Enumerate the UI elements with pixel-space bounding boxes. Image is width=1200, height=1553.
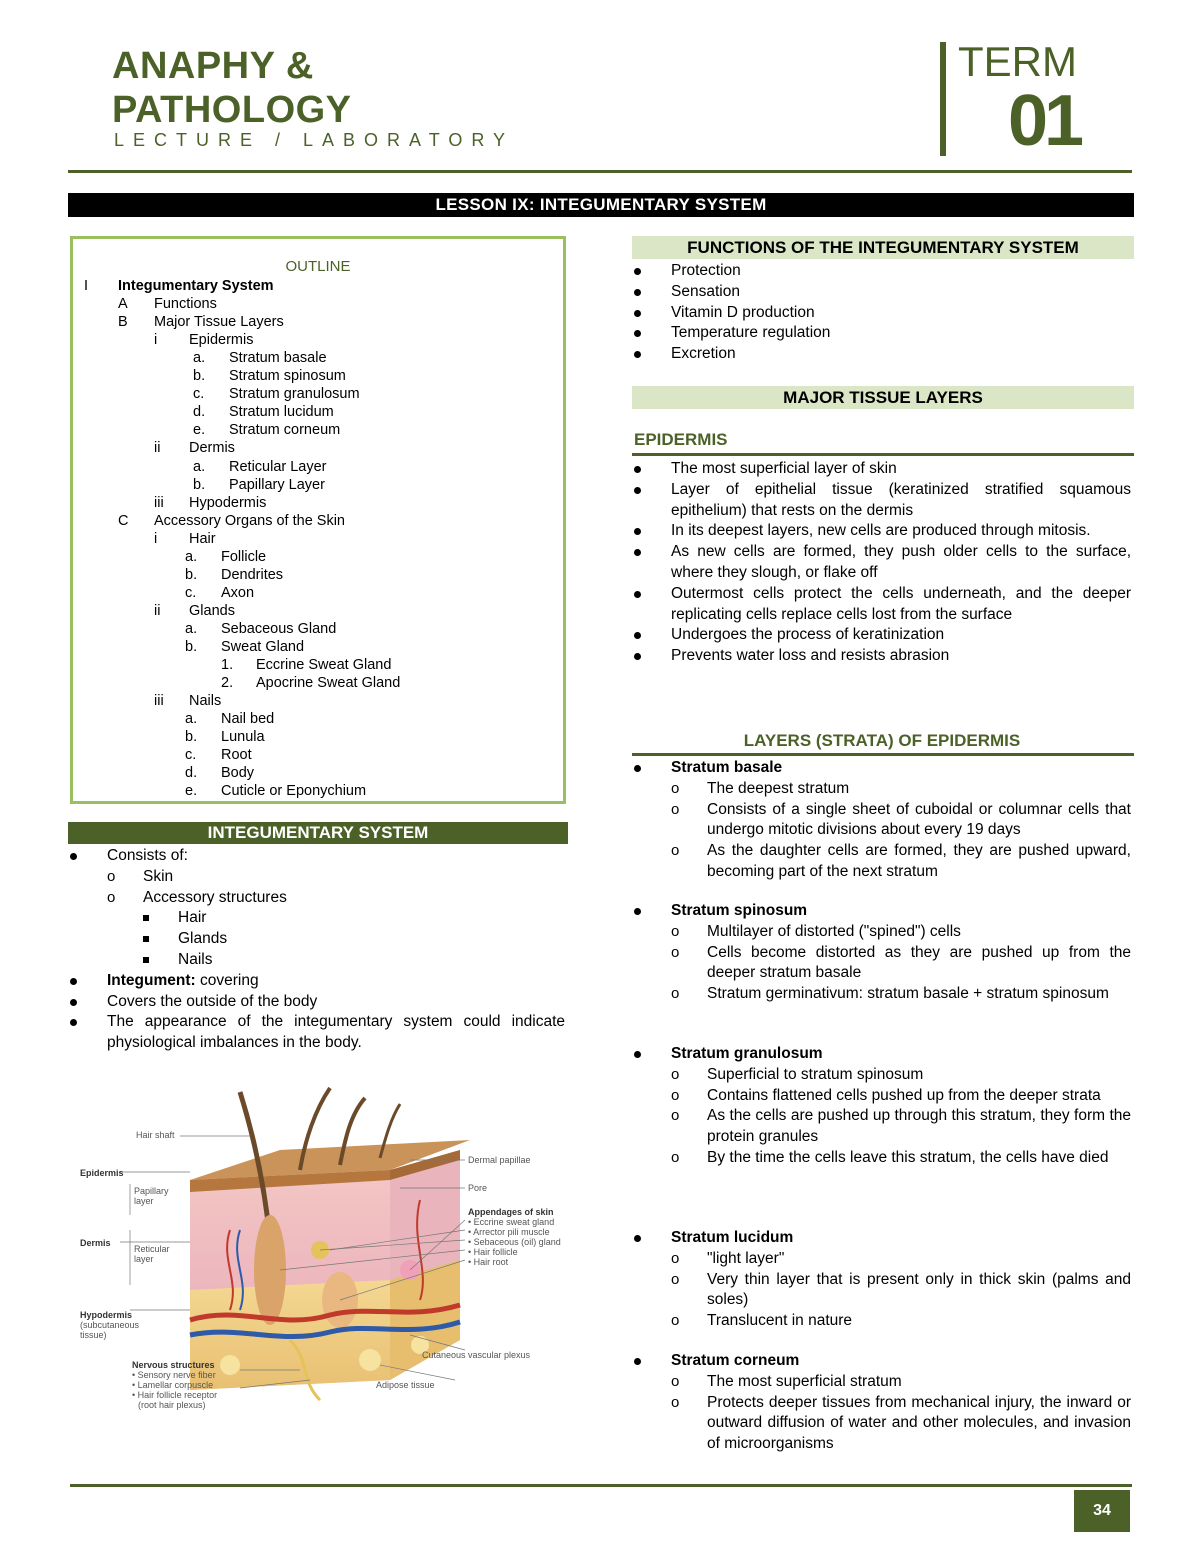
bullet	[634, 310, 641, 317]
bullet	[634, 908, 641, 915]
list-item: Vitamin D production	[634, 303, 1131, 324]
bullet	[634, 632, 641, 639]
outline-item: Sebaceous Gland	[221, 620, 337, 637]
bullet-circle: o	[671, 800, 680, 818]
outline-item-number: c.	[185, 584, 197, 601]
lesson-title: LESSON IX: INTEGUMENTARY SYSTEM	[68, 193, 1134, 217]
outline-item: Reticular Layer	[229, 458, 327, 475]
outline-item-number: b.	[185, 639, 198, 655]
outline-item: Accessory Organs of the Skin	[154, 512, 345, 529]
bullet	[70, 999, 77, 1006]
list-item: o Translucent in nature	[634, 1311, 1131, 1332]
list-item: o Superficial to stratum spinosum	[634, 1065, 1131, 1086]
label-hypodermis: Hypodermis	[80, 1310, 133, 1320]
outline-item-number: e.	[185, 783, 198, 800]
term-divider	[940, 42, 946, 156]
brand-title-line2: PATHOLOGY	[112, 89, 352, 131]
outline-item-number: I	[84, 278, 89, 294]
bullet-circle: o	[671, 1270, 680, 1288]
strata-rule	[632, 753, 1134, 756]
bullet	[634, 289, 641, 296]
label-arrector: • Arrector pili muscle	[468, 1227, 550, 1237]
label-follicle-receptor: • Hair follicle receptor	[132, 1390, 218, 1400]
list-item: Outermost cells protect the cells underneath, and the deeper replicating cells replace cells lost from the surface	[634, 584, 1131, 626]
list-item: o "light layer"	[634, 1249, 1131, 1270]
bullet-square	[143, 915, 149, 921]
outline-item: Follicle	[221, 548, 267, 565]
outline-item: Integumentary System	[118, 278, 274, 294]
bullet-circle: o	[671, 1372, 680, 1390]
outline-item-number: ii	[154, 440, 161, 457]
label-reticular: Reticular	[134, 1244, 170, 1254]
list-item: Stratum lucidum	[634, 1228, 1131, 1249]
list-item: o Very thin layer that is present only in thick skin (palms and soles)	[671, 1270, 1131, 1309]
term-number: 01	[1008, 81, 1081, 161]
label-sensory: • Sensory nerve fiber	[132, 1370, 216, 1380]
label-hair-shaft: Hair shaft	[136, 1130, 175, 1140]
outline-item-number: i	[154, 530, 158, 547]
bullet-circle: o	[671, 1086, 680, 1104]
list-item: Stratum corneum	[634, 1351, 1131, 1372]
term-label: TERM	[958, 38, 1077, 85]
outline-item: Body	[221, 765, 255, 782]
outline-item: Papillary Layer	[229, 476, 325, 493]
outline-item: Stratum spinosum	[229, 368, 346, 385]
label-appendages: Appendages of skin	[468, 1207, 554, 1217]
label-sebaceous: • Sebaceous (oil) gland	[468, 1237, 561, 1247]
outline-item: Root	[221, 747, 252, 764]
outline-item: Stratum basale	[229, 350, 327, 367]
bullet-circle: o	[671, 1148, 680, 1166]
outline-item: Sweat Gland	[221, 639, 305, 655]
list-item: The appearance of the integumentary system could indicate physiological imbalances in the body.	[70, 1012, 565, 1054]
bullet	[634, 1235, 641, 1242]
outline-item-number: b.	[185, 729, 198, 746]
label-papillary: Papillary	[134, 1186, 169, 1196]
list-item: o The most superficial stratum	[634, 1372, 1131, 1393]
skin-diagram	[80, 1080, 570, 1420]
outline-item-number: B	[118, 314, 128, 331]
list-item: o The deepest stratum	[634, 779, 1131, 800]
outline-item: Lunula	[221, 729, 265, 746]
outline-item-number: iii	[154, 494, 164, 511]
outline-item: Eccrine Sweat Gland	[256, 657, 392, 674]
outline-item-number: b.	[185, 566, 198, 583]
bullet-circle: o	[671, 1312, 680, 1330]
stratum-lucidum-block	[634, 1228, 1131, 1332]
list-item: o By the time the cells leave this stratum, the cells have died	[634, 1148, 1131, 1169]
list-item: o Stratum germinativum: stratum basale + stratum spinosum	[634, 984, 1131, 1005]
bullet	[70, 978, 77, 985]
bullet	[634, 549, 641, 556]
bullet-square	[143, 936, 149, 942]
outline-item-number: a.	[193, 458, 206, 475]
header-rule	[68, 170, 1132, 173]
list-item: The most superficial layer of skin	[634, 459, 1131, 480]
bullet	[634, 653, 641, 660]
bullet	[634, 466, 641, 473]
list-item: Prevents water loss and resists abrasion	[634, 646, 1131, 667]
outline-item: Hypodermis	[189, 494, 267, 511]
list-item: Stratum basale	[634, 758, 1131, 779]
outline-item-number: C	[118, 512, 129, 529]
list-item: As new cells are formed, they push older cells to the surface, where they slough, or flake off	[634, 542, 1131, 584]
outline-item-number: A	[118, 296, 128, 313]
label-subcutaneous: (subcutaneous	[80, 1320, 140, 1330]
bullet	[634, 1358, 641, 1365]
list-item: Hair	[70, 908, 565, 929]
bullet-circle: o	[107, 867, 116, 885]
major-layers-heading: MAJOR TISSUE LAYERS	[632, 386, 1134, 409]
list-item: In its deepest layers, new cells are produced through mitosis.	[634, 521, 1131, 542]
bullet-circle: o	[671, 1393, 680, 1411]
list-item: o As the daughter cells are formed, they are pushed upward, becoming part of the next stratum	[671, 842, 1131, 880]
label-epidermis: Epidermis	[80, 1168, 124, 1178]
list-item: Stratum granulosum	[634, 1044, 1131, 1065]
label-eccrine: • Eccrine sweat gland	[468, 1217, 555, 1227]
outline-item: Cuticle or Eponychium	[221, 783, 367, 800]
outline-item-number: a.	[185, 620, 198, 637]
bullet-circle: o	[671, 985, 680, 1003]
outline-item: Stratum granulosum	[229, 386, 360, 403]
functions-list	[634, 261, 1131, 365]
stratum-basale-block	[634, 758, 1131, 883]
label-root-plexus: (root hair plexus)	[138, 1400, 206, 1410]
stratum-corneum-block	[634, 1351, 1131, 1455]
list-item: o Contains flattened cells pushed up from the deeper strata	[634, 1086, 1131, 1107]
outline-title: OUTLINE	[285, 258, 351, 275]
outline-item: Nail bed	[221, 711, 275, 728]
outline-item-number: 1.	[221, 657, 234, 674]
outline-item-number: b.	[193, 368, 206, 385]
list-item: o Consists of a single sheet of cuboidal or columnar cells that undergo mitotic divisions about every 19 days	[671, 800, 1131, 839]
outline-item-number: a.	[193, 350, 206, 367]
bullet	[634, 528, 641, 535]
label-reticular-layer: layer	[134, 1254, 154, 1264]
outline-item: Stratum lucidum	[229, 404, 334, 421]
outline-item: Apocrine Sweat Gland	[256, 675, 401, 692]
epidermis-list	[634, 459, 1131, 667]
list-item: o Protects deeper tissues from mechanical injury, the inward or outward diffusion of water and other molecules, and invasion of microorganisms	[671, 1393, 1131, 1453]
list-item: Consists of:	[70, 846, 565, 867]
list-item: o Cells become distorted as they are pushed up from the deeper stratum basale	[671, 943, 1131, 982]
label-pore: Pore	[468, 1183, 488, 1193]
list-item: Nails	[70, 950, 565, 971]
list-item: Integument: covering	[70, 971, 565, 992]
label-nervous: Nervous structures	[132, 1360, 215, 1370]
list-item: o Multilayer of distorted ("spined") cells	[634, 922, 1131, 943]
fat-globule	[220, 1355, 240, 1375]
outline-item-number: c.	[185, 747, 197, 764]
list-item: Excretion	[634, 344, 1131, 365]
label-hair-follicle: • Hair follicle	[468, 1247, 518, 1257]
outline-item: Axon	[221, 584, 255, 601]
bullet-circle: o	[671, 1065, 680, 1083]
bullet-circle: o	[671, 922, 680, 940]
epidermis-heading: EPIDERMIS	[634, 430, 728, 449]
label-cutaneous: Cutaneous vascular plexus	[422, 1350, 531, 1360]
brand-subtitle: LECTURE / LABORATORY	[114, 130, 515, 150]
label-dermis: Dermis	[80, 1238, 111, 1248]
list-item: Covers the outside of the body	[70, 992, 565, 1013]
list-item: Undergoes the process of keratinization	[634, 625, 1131, 646]
bullet-circle: o	[671, 943, 680, 961]
page-number: 34	[1074, 1490, 1130, 1532]
bullet	[634, 765, 641, 772]
integumentary-heading: INTEGUMENTARY SYSTEM	[68, 822, 568, 844]
bullet	[634, 487, 641, 494]
label-lamellar: • Lamellar corpuscle	[132, 1380, 214, 1390]
bullet	[70, 853, 77, 860]
outline-item-number: e.	[193, 422, 206, 439]
label-tissue: tissue)	[80, 1330, 107, 1340]
outline-item-number: d.	[185, 765, 198, 782]
list-item: Protection	[634, 261, 1131, 282]
outline-item: Hair	[189, 530, 216, 547]
outline-item: Dermis	[189, 440, 235, 457]
brand-title-line1: ANAPHY &	[112, 45, 314, 87]
stratum-spinosum-block	[634, 901, 1131, 1005]
epidermis-rule	[632, 453, 1134, 456]
fat-globule	[359, 1349, 381, 1371]
list-item: Sensation	[634, 282, 1131, 303]
bullet	[70, 1019, 77, 1026]
list-item: Glands	[70, 929, 565, 950]
footer-rule	[70, 1484, 1132, 1487]
outline-item-number: i	[154, 332, 158, 349]
bullet-circle: o	[671, 1249, 680, 1267]
list-item: Layer of epithelial tissue (keratinized stratified squamous epithelium) that rests on the dermis	[634, 480, 1131, 522]
bullet	[634, 591, 641, 598]
bullet	[634, 1051, 641, 1058]
outline-item-number: a.	[185, 711, 198, 728]
label-papillary-layer: layer	[134, 1196, 154, 1206]
outline-item: Nails	[189, 693, 222, 710]
list-item: Temperature regulation	[634, 323, 1131, 344]
list-item: o Skin	[70, 867, 565, 888]
label-hair-root: • Hair root	[468, 1257, 509, 1267]
functions-heading: FUNCTIONS OF THE INTEGUMENTARY SYSTEM	[632, 236, 1134, 259]
outline-item-number: 2.	[221, 675, 234, 692]
outline-item-number: d.	[193, 404, 206, 421]
outline-item-number: b.	[193, 476, 206, 493]
outline-item: Glands	[189, 602, 235, 619]
bullet-circle: o	[107, 888, 116, 906]
hypodermis-side	[390, 1260, 460, 1380]
integumentary-list	[70, 846, 565, 1054]
bullet-circle: o	[671, 842, 680, 860]
outline-item-number: ii	[154, 602, 161, 619]
outline-item: Major Tissue Layers	[154, 314, 284, 331]
outline-item-number: c.	[193, 386, 205, 403]
bullet-circle: o	[671, 1107, 680, 1125]
bullet	[634, 351, 641, 358]
strata-heading: LAYERS (STRATA) OF EPIDERMIS	[743, 731, 1021, 750]
bullet-square	[143, 957, 149, 963]
bullet-circle: o	[671, 779, 680, 797]
label-dermal-papillae: Dermal papillae	[468, 1155, 531, 1165]
outline-item: Stratum corneum	[229, 422, 341, 439]
stratum-granulosum-block	[634, 1044, 1131, 1169]
outline-item: Functions	[154, 296, 217, 313]
list-item: o As the cells are pushed up through this stratum, they form the protein granules	[671, 1107, 1131, 1146]
outline-item-number: iii	[154, 693, 164, 710]
bullet	[634, 268, 641, 275]
outline-item: Epidermis	[189, 332, 254, 349]
label-adipose: Adipose tissue	[376, 1380, 435, 1390]
bullet	[634, 330, 641, 337]
list-item: o Accessory structures	[70, 888, 565, 909]
outline-item: Dendrites	[221, 566, 284, 583]
outline-item-number: a.	[185, 548, 198, 565]
list-item: Stratum spinosum	[634, 901, 1131, 922]
